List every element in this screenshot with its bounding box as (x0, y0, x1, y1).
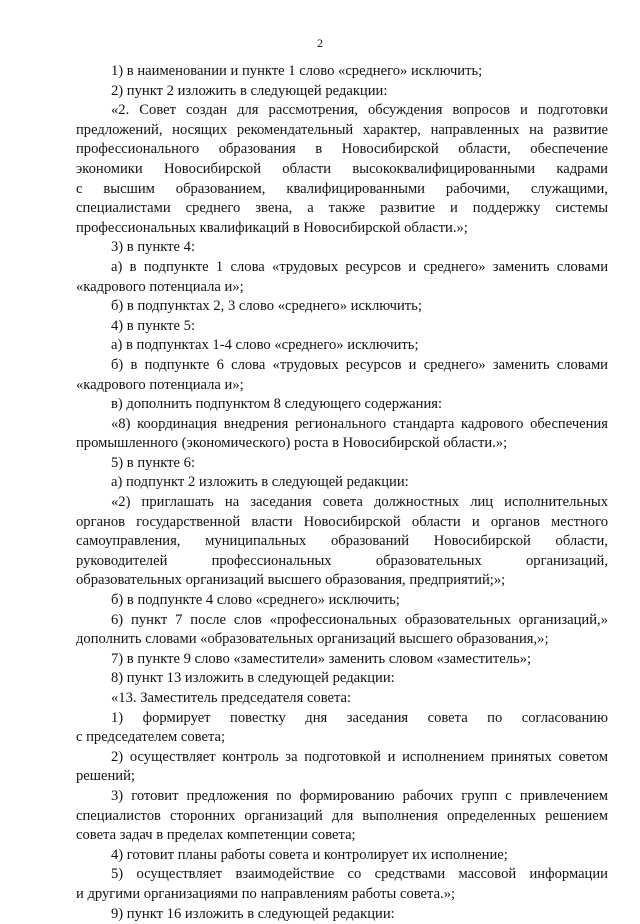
text-line: 4) готовит планы работы совета и контролирует их исполнение; (111, 846, 508, 863)
text-line: профессионального образования в Новосибирской области, обеспечение (76, 141, 608, 158)
text-line: 2) пункт 2 изложить в следующей редакции: (111, 82, 388, 99)
text-line: 4) в пункте 5: (111, 317, 196, 334)
text-line: дополнить словами «образовательных организаций высшего образования,»; (76, 631, 549, 648)
text-line: «кадрового потенциала и»; (76, 278, 244, 295)
text-line: 6) пункт 7 после слов «профессиональных образовательных организаций,» (111, 611, 608, 628)
text-line: профессиональных квалификаций в Новосибирской области.»; (76, 219, 468, 236)
text-line: руководителей профессиональных образовательных организаций, (76, 552, 608, 569)
text-line: а) подпункт 2 изложить в следующей редакции: (111, 474, 409, 491)
text-line: «2) приглашать на заседания совета должностных лиц исполнительных (111, 494, 608, 511)
page-number: 2 (317, 36, 323, 50)
text-line: 7) в пункте 9 слово «заместители» заменить словом «заместитель»; (111, 650, 532, 667)
text-line: специалистов сторонних организаций для выполнения определенных решением (76, 807, 608, 824)
text-line: б) в подпункте 4 слово «среднего» исключить; (111, 592, 400, 609)
text-line: «8) координация внедрения регионального стандарта кадрового обеспечения (111, 415, 608, 432)
text-line: специалистами среднего звена, а также развитие и поддержку системы (76, 200, 608, 217)
text-line: б) в подпункте 6 слова «трудовых ресурсов и среднего» заменить словами (111, 356, 608, 373)
text-line: 2) осуществляет контроль за подготовкой и исполнением принятых советом (111, 748, 608, 765)
text-line: в) дополнить подпунктом 8 следующего содержания: (111, 396, 443, 413)
text-line: 5) осуществляет взаимодействие со средствами массовой информации (111, 866, 608, 883)
text-line: предложений, носящих рекомендательный характер, направленных на развитие (76, 121, 608, 138)
text-line: б) в подпунктах 2, 3 слово «среднего» исключить; (111, 298, 422, 315)
text-line: с высшим образованием, квалифицированными рабочими, служащими, (76, 180, 608, 197)
text-line: 5) в пункте 6: (111, 454, 196, 471)
text-line: 9) пункт 16 изложить в следующей редакции: (111, 905, 395, 922)
text-line: органов государственной власти Новосибирской области и органов местного (76, 513, 608, 530)
text-line: 1) формирует повестку дня заседания совета по согласованию (111, 709, 608, 726)
text-line: 8) пункт 13 изложить в следующей редакции: (111, 670, 395, 687)
text-line: решений; (76, 768, 135, 785)
text-line: 1) в наименовании и пункте 1 слово «среднего» исключить; (111, 63, 483, 79)
document-body (76, 62, 608, 924)
text-line: экономики Новосибирской области высококвалифицированными кадрами (76, 160, 608, 177)
text-line: 3) в пункте 4: (111, 239, 196, 256)
text-line: а) в подпунктах 1-4 слово «среднего» исключить; (111, 337, 419, 354)
text-line: а) в подпункте 1 слова «трудовых ресурсов и среднего» заменить словами (111, 258, 608, 275)
text-line: совета задач в пределах компетенции совета; (76, 827, 356, 844)
text-line: с председателем совета; (76, 729, 226, 746)
text-line: и другими организациями по направлениям работы совета.»; (76, 885, 456, 902)
text-line: 3) готовит предложения по формированию рабочих групп с привлечением (111, 787, 608, 804)
text-line: «кадрового потенциала и»; (76, 376, 244, 393)
text-line: самоуправления, муниципальных образований Новосибирской области, (76, 533, 608, 550)
text-line: «13. Заместитель председателя совета: (111, 690, 352, 706)
text-line: промышленного (экономического) роста в Новосибирской области.»; (76, 435, 508, 452)
text-line: «2. Совет создан для рассмотрения, обсуждения вопросов и подготовки (111, 102, 608, 119)
text-line: образовательных организаций высшего образования, предприятий;»; (76, 572, 506, 589)
